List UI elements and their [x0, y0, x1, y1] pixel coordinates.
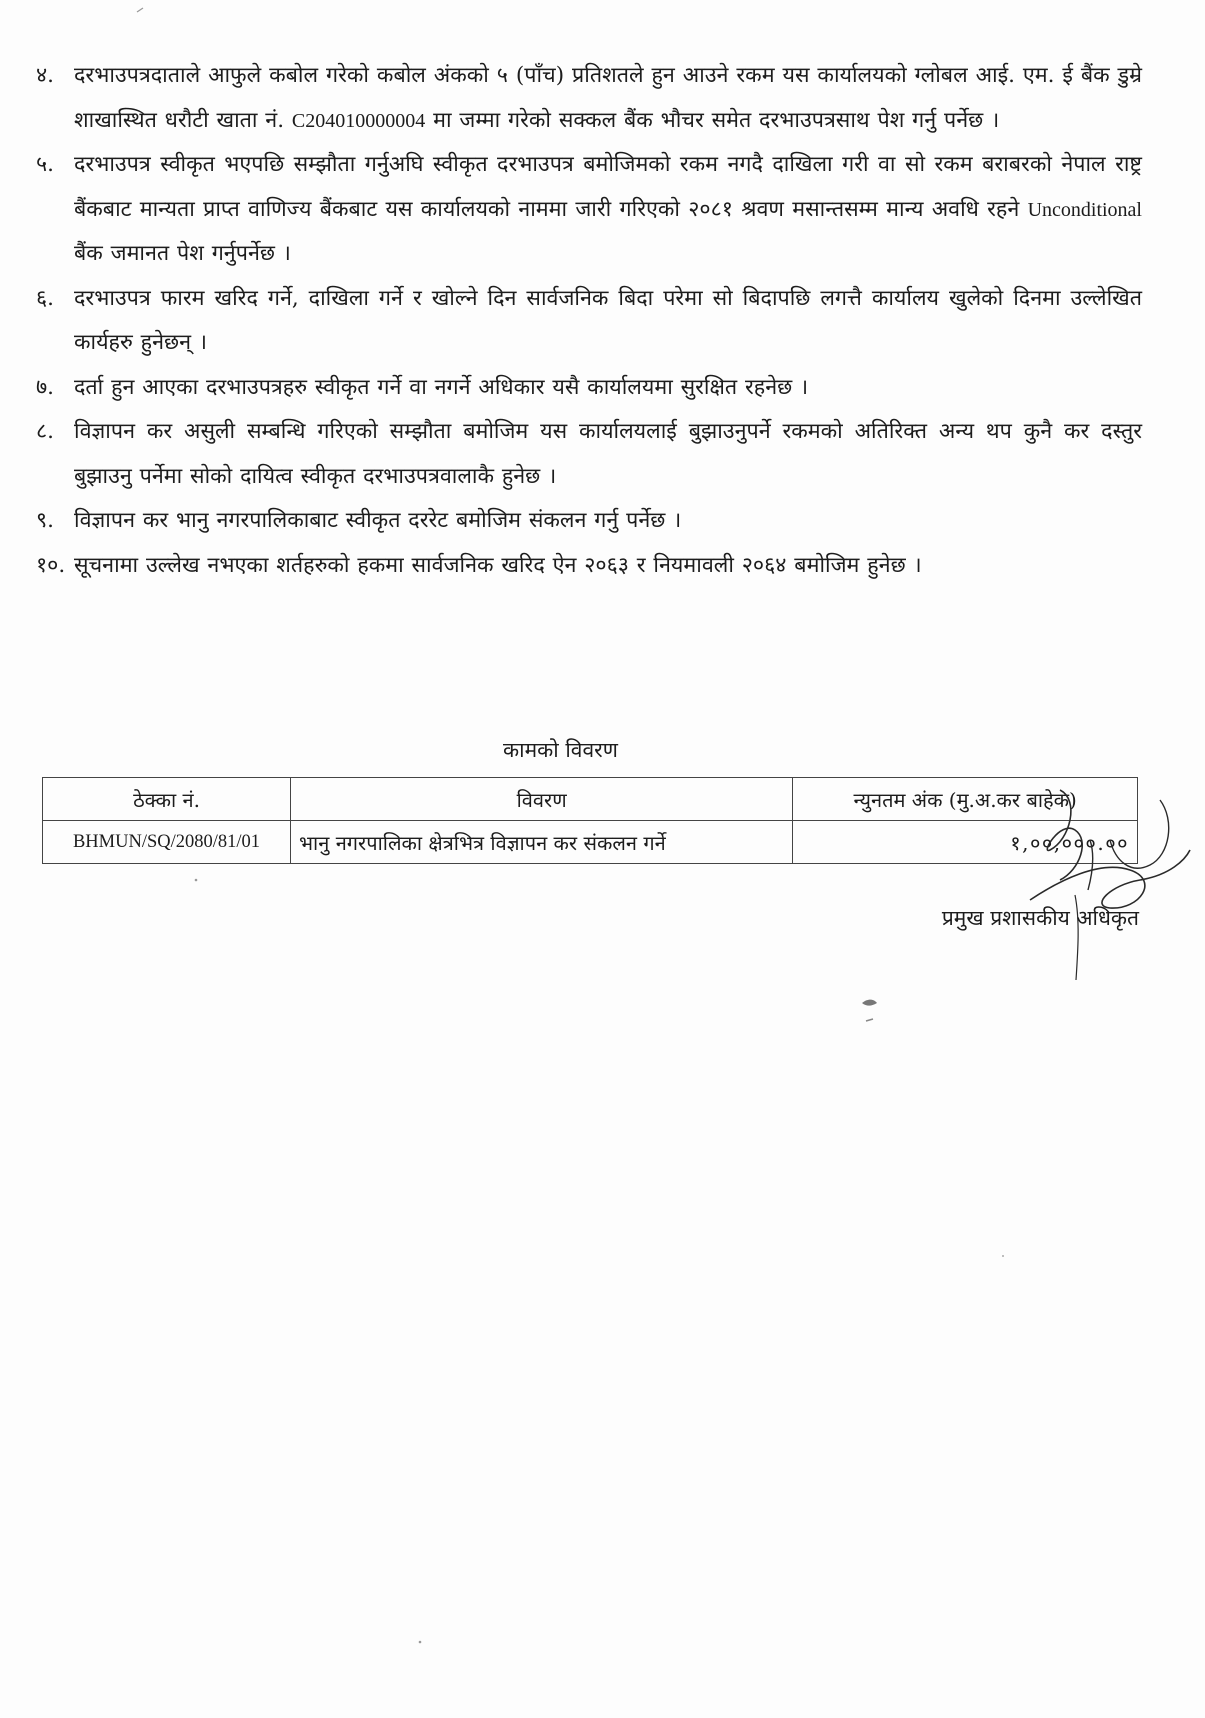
clause-number: ४. [36, 63, 55, 88]
account-number: C204010000004 [291, 109, 426, 132]
clause-text-part: मा जम्मा गरेको सक्कल बैंक भौचर समेत दरभाउपत्रसाथ पेश गर्नु पर्नेछ । [425, 107, 1000, 133]
clause-text-part: दरभाउपत्रदाताले आफुले कबोल गरेको कबोल अंकको ५ (पाँच) प्रतिशतले हुन आउने रकम यस कार्यालयको ग्लोबल आई. एम. ई बैंक डुम्रे शाखास्थित धरौटी खाता नं. [74, 63, 1142, 133]
clause-7 [36, 366, 1142, 411]
clause-text [74, 54, 1142, 143]
clause-number: ९. [36, 508, 55, 533]
table-row [43, 821, 1138, 864]
clause-6 [36, 277, 1142, 366]
clause-9 [36, 499, 1142, 544]
clause-5 [36, 143, 1142, 277]
clause-number: ७. [36, 374, 55, 400]
clause-text: दरभाउपत्र फारम खरिद गर्ने, दाखिला गर्ने र खोल्ने दिन सार्वजनिक बिदा परेमा सो बिदापछि लगत्तै कार्यालय खुलेको दिनमा उल्लेखित कार्यहरु हुनेछन् । [74, 285, 1142, 355]
terms-list [36, 54, 1142, 588]
clause-text [74, 143, 1142, 277]
clause-number: ६. [36, 285, 55, 311]
header-minimum-amount: न्युनतम अंक (मु.अ.कर बाहेक) [793, 778, 1138, 821]
clause-text: सूचनामा उल्लेख नभएका शर्तहरुको हकमा सार्वजनिक खरिद ऐन २०६३ र नियमावली २०६४ बमोजिम हुनेछ । [74, 552, 922, 578]
clause-4 [36, 54, 1142, 143]
description-cell: भानु नगरपालिका क्षेत्रभित्र विज्ञापन कर संकलन गर्ने [291, 821, 793, 864]
signature-mark [1020, 780, 1200, 990]
header-description: विवरण [291, 778, 793, 821]
guarantee-type: Unconditional [1027, 198, 1142, 221]
table-caption: कामको विवरण [503, 738, 618, 762]
clause-text-part: बैंक जमानत पेश गर्नुपर्नेछ । [74, 241, 291, 266]
clause-number: ८. [36, 419, 55, 444]
contract-number-cell: BHMUN/SQ/2080/81/01 [43, 821, 291, 864]
header-contract-no: ठेक्का नं. [43, 778, 291, 821]
clause-text: दर्ता हुन आएका दरभाउपत्रहरु स्वीकृत गर्ने वा नगर्ने अधिकार यसै कार्यालयमा सुरक्षित रहनेछ । [74, 374, 809, 400]
clause-8 [36, 410, 1142, 499]
clause-10 [36, 544, 1142, 589]
clause-text: विज्ञापन कर असुली सम्बन्धि गरिएको सम्झौता बमोजिम यस कार्यालयलाई बुझाउनुपर्ने रकमको अतिरिक्त अन्य थप कुनै कर दस्तुर बुझाउनु पर्नेमा सोको दायित्व स्वीकृत दरभाउपत्रवालाकै हुनेछ । [74, 419, 1142, 489]
table-header-row [43, 778, 1138, 821]
officer-title: प्रमुख प्रशासकीय अधिकृत [941, 906, 1139, 930]
amount-cell: १,००,०००.०० [793, 821, 1138, 864]
clause-text-part: दरभाउपत्र स्वीकृत भएपछि सम्झौता गर्नुअघि स्वीकृत दरभाउपत्र बमोजिमको रकम नगदै दाखिला गरी वा सो रकम बराबरको नेपाल राष्ट्र बैंकबाट मान्यता प्राप्त वाणिज्य बैंकबाट यस कार्यालयको नाममा जारी गरिएको २०८१ श्रवण मसान्तसम्म मान्य अवधि रहने [74, 152, 1142, 222]
clause-number: १०. [36, 552, 66, 578]
clause-text: विज्ञापन कर भानु नगरपालिकाबाट स्वीकृत दररेट बमोजिम संकलन गर्नु पर्नेछ । [74, 508, 682, 533]
clause-number: ५. [36, 152, 55, 177]
work-details-table [42, 777, 1138, 864]
